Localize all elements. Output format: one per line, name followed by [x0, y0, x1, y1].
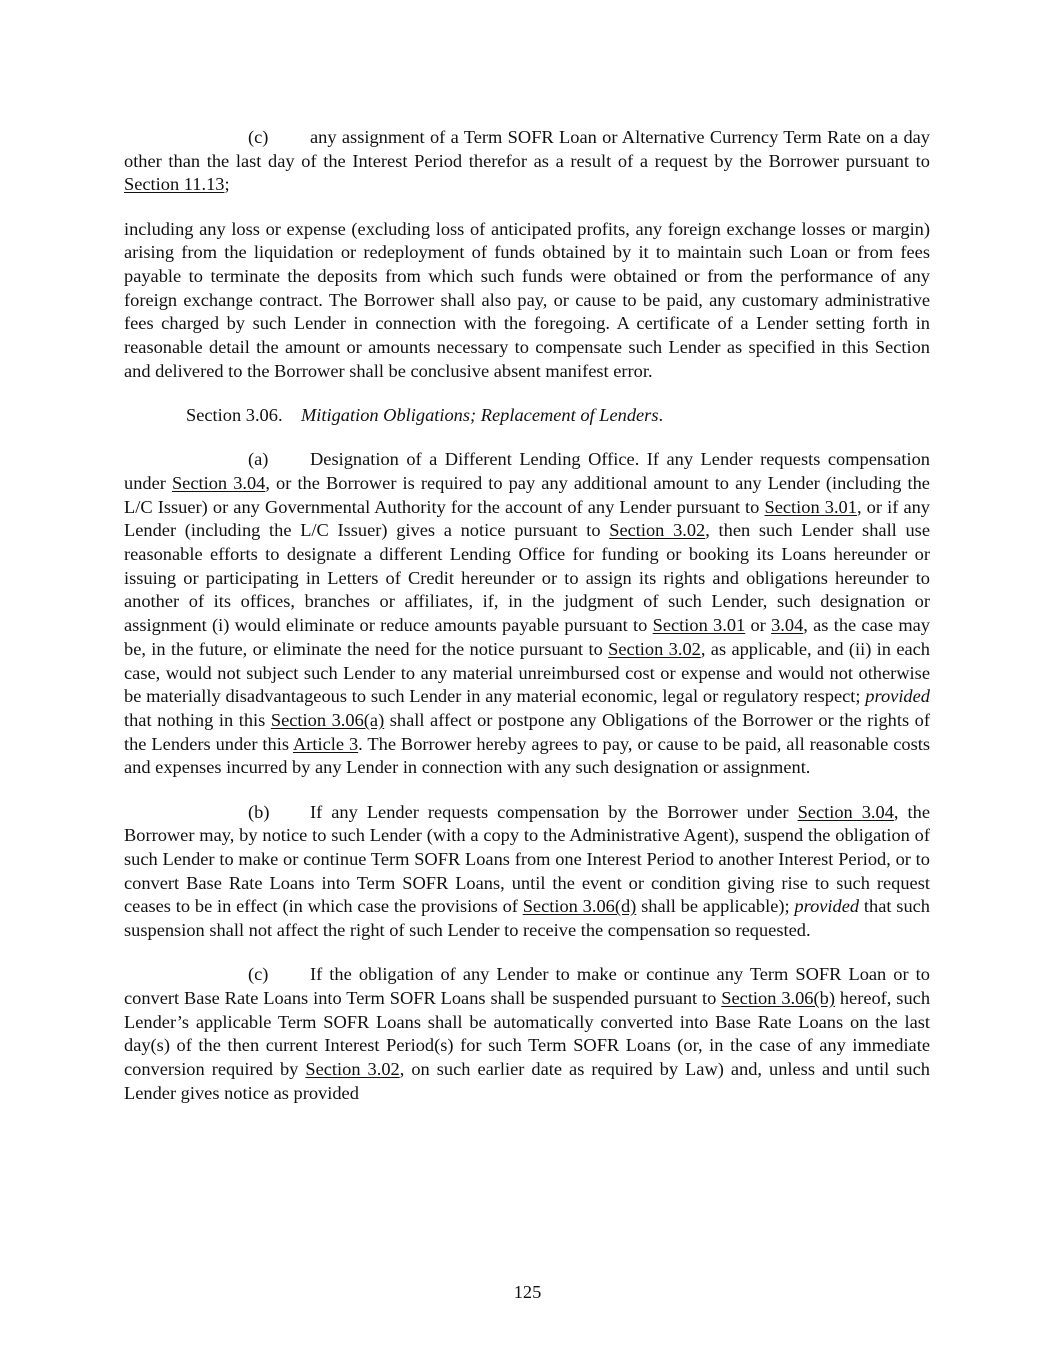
text-run: .: [658, 405, 664, 426]
article-reference: Article 3: [292, 733, 359, 754]
paragraph-c-assignment: [124, 126, 930, 197]
text-run: Designation of a Different Lending Office. If any Lender requests compensation under: [124, 449, 930, 493]
paragraph-label: (a): [248, 449, 269, 470]
section-reference: Section 3.04: [797, 801, 894, 822]
paragraph-label: (c): [248, 127, 269, 147]
text-run: If the obligation of any Lender to make or continue any Term SOFR Loan or to convert Base Rate Loans into Term SOFR Loans shall be suspended pursuant to: [124, 964, 930, 1008]
text-run: If any Lender requests compensation by the Borrower under: [310, 801, 798, 822]
text-run: any assignment of a Term SOFR Loan or Alternative Currency Term Rate on a day other than the last day of the Interest Period therefor as a result of a request by the Borrower pursuant to: [124, 127, 930, 171]
section-reference: Section 3.02: [609, 520, 706, 541]
text-run: shall affect or postpone any Obligations of the Borrower or the rights of the Lenders under this: [124, 709, 930, 754]
paragraph-c-conversion: [124, 963, 930, 1105]
page-number: 125: [513, 1282, 542, 1302]
text-run: or: [745, 615, 772, 636]
text-run: that such suspension shall not affect the right of such Lender to receive the compensation so requested.: [124, 896, 931, 941]
text-run: including any loss or expense (excluding loss of anticipated profits, any foreign exchange losses or margin) arising from the liquidation or redeployment of funds obtained by it to maintain such Loan or from fees payable to terminate the deposits from which such funds were obtained or from the performance of any foreign exchange contract. The Borrower shall also pay, or cause to be paid, any customary administrative fees charged by such Lender in connection with the foregoing. A certificate of a Lender setting forth in reasonable detail the amount or amounts necessary to compensate such Lender as specified in this Section and delivered to the Borrower shall be conclusive absent manifest error.: [124, 218, 930, 381]
paragraph-label: (c): [248, 964, 269, 985]
text-run: , or if any Lender (including the L/C Issuer) gives a notice pursuant to: [124, 496, 930, 541]
section-title: Mitigation Obligations; Replacement of Lenders: [300, 405, 659, 426]
section-reference: Section 3.02: [305, 1059, 400, 1080]
section-reference: Section 11.13: [124, 174, 225, 195]
text-run: hereof, such Lender’s applicable Term SOFR Loans shall be automatically converted into Base Rate Loans on the last day(s) of the then current Interest Period(s) for such Term SOFR Loans (or, in the case of any immediate conversion required by: [124, 988, 931, 1080]
text-run: , on such earlier date as required by Law) and, unless and until such Lender gives notice as provided: [124, 1059, 930, 1103]
text-run: , then such Lender shall use reasonable efforts to designate a different Lending Office for funding or booking its Loans hereunder or issuing or participating in Letters of Credit hereunder or to assign its rights and obligations hereunder to another of its offices, branches or affiliates, if, in the judgment of such Lender, such designation or assignment (i) would eliminate or reduce amounts payable pursuant to: [124, 520, 930, 636]
section-reference: 3.04: [771, 615, 804, 636]
paragraph-label: (b): [248, 801, 270, 822]
section-heading: [124, 404, 930, 428]
text-run: , as applicable, and (ii) in each case, would not subject such Lender to any material unreimbursed cost or expense and would not otherwise be materially disadvantageous to such Lender in any material economic, legal or regulatory respect;: [124, 638, 930, 707]
text-run: . The Borrower hereby agrees to pay, or cause to be paid, all reasonable costs and expenses incurred by any Lender in connection with any such designation or assignment.: [124, 733, 930, 778]
paragraph-including: [124, 218, 930, 384]
paragraph-b-suspension: [124, 801, 930, 943]
emphasis: provided: [794, 896, 860, 917]
section-reference: Section 3.04: [171, 472, 266, 493]
section-reference: Section 3.01: [652, 615, 746, 636]
text-run: that nothing in this: [124, 709, 271, 730]
paragraph-a-designation: [124, 448, 930, 780]
section-reference: Section 3.06(d): [522, 896, 637, 917]
section-reference: Section 3.06(a): [270, 709, 385, 730]
text-run: , the Borrower may, by notice to such Lender (with a copy to the Administrative Agent), suspend the obligation of such Lender to make or continue Term SOFR Loans from one Interest Period to another Interest Period, or to convert Base Rate Loans into Term SOFR Loans, until the event or condition giving rise to such request ceases to be in effect (in which case the provisions of: [124, 801, 930, 917]
section-number: Section 3.06.: [186, 405, 283, 426]
text-run: shall be applicable);: [636, 896, 795, 917]
text-run: , as the case may be, in the future, or eliminate the need for the notice pursuant to: [124, 615, 931, 659]
text-run: , or the Borrower is required to pay any additional amount to any Lender (including the L/C Issuer) or any Governmental Authority for the account of any Lender pursuant to: [124, 472, 930, 517]
section-reference: Section 3.02: [608, 638, 701, 659]
section-reference: Section 3.06(b): [721, 988, 835, 1008]
document-page: [124, 126, 930, 1106]
section-reference: Section 3.01: [764, 496, 857, 517]
text-run: ;: [224, 174, 230, 195]
emphasis: provided: [865, 686, 930, 707]
